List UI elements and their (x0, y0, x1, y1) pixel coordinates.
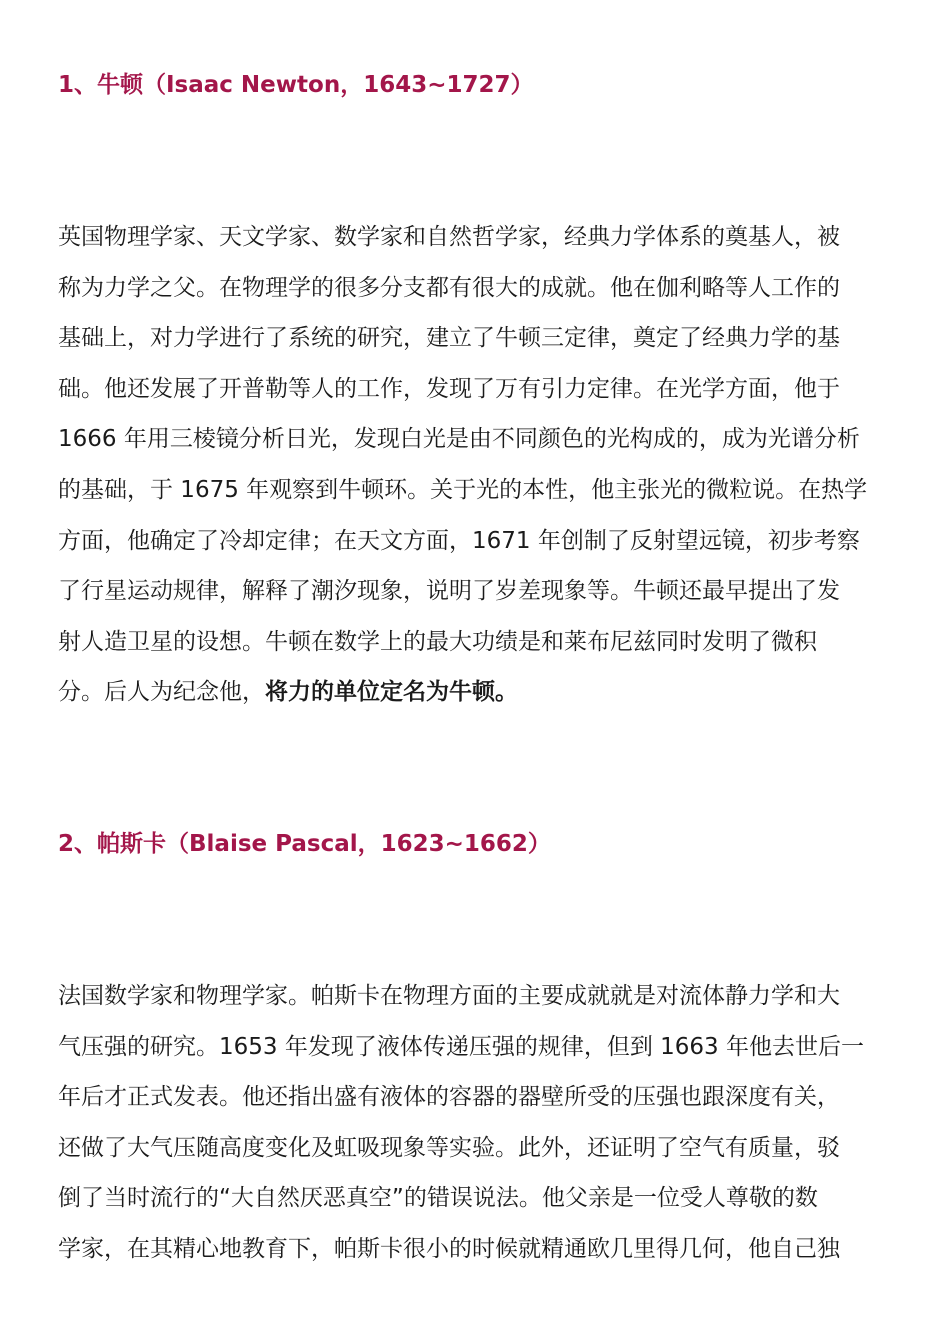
paragraph-line: 方面，他确定了冷却定律；在天文方面，1671 年创制了反射望远镜，初步考察 (58, 527, 860, 554)
paragraph-line: 年后才正式发表。他还指出盛有液体的容器的器壁所受的压强也跟深度有关， (58, 1084, 840, 1111)
paragraph-line: 1666 年用三棱镜分析日光，发现白光是由不同颜色的光构成的，成为光谱分析 (58, 426, 860, 453)
paragraph-line: 称为力学之父。在物理学的很多分支都有很大的成就。他在伽利略等人工作的 (58, 274, 840, 301)
paragraph-line: 还做了大气压随高度变化及虹吸现象等实验。此外，还证明了空气有质量，驳 (58, 1134, 840, 1161)
paragraph-line: 学家，在其精心地教育下，帕斯卡很小的时候就精通欧几里得几何，他自己独 (58, 1235, 840, 1262)
paragraph-line: 了行星运动规律，解释了潮汐现象，说明了岁差现象等。牛顿还最早提出了发 (58, 578, 840, 605)
paragraph-line-last (58, 667, 898, 718)
paragraph-line: 的基础，于 1675 年观察到牛顿环。关于光的本性，他主张光的微粒说。在热学 (58, 476, 868, 503)
paragraph-line: 基础上，对力学进行了系统的研究，建立了牛顿三定律，奠定了经典力学的基 (58, 325, 840, 352)
paragraph-line: 倒了当时流行的“大自然厌恶真空”的错误说法。他父亲是一位受人尊敬的数 (58, 1185, 818, 1212)
paragraph-line: 英国物理学家、天文学家、数学家和自然哲学家，经典力学体系的奠基人，被 (58, 224, 840, 250)
paragraph-line: 气压强的研究。1653 年发现了液体传递压强的规律，但到 1663 年他去世后一 (58, 1033, 864, 1060)
paragraph-pascal (58, 971, 898, 1275)
section-heading-newton: 1、牛顿（Isaac Newton，1643~1727） (58, 72, 534, 98)
paragraph-line: 射人造卫星的设想。牛顿在数学上的最大功绩是和莱布尼兹同时发明了微积 (58, 628, 817, 655)
paragraph-line: 法国数学家和物理学家。帕斯卡在物理方面的主要成就就是对流体静力学和大 (58, 983, 840, 1009)
paragraph-newton (58, 212, 898, 718)
section-heading-pascal: 2、帕斯卡（Blaise Pascal，1623~1662） (58, 831, 551, 857)
emphasized-text: 将力的单位定名为牛顿。 (265, 679, 518, 706)
paragraph-text: 分。后人为纪念他， (58, 679, 265, 706)
paragraph-line: 础。他还发展了开普勒等人的工作，发现了万有引力定律。在光学方面，他于 (58, 375, 840, 402)
